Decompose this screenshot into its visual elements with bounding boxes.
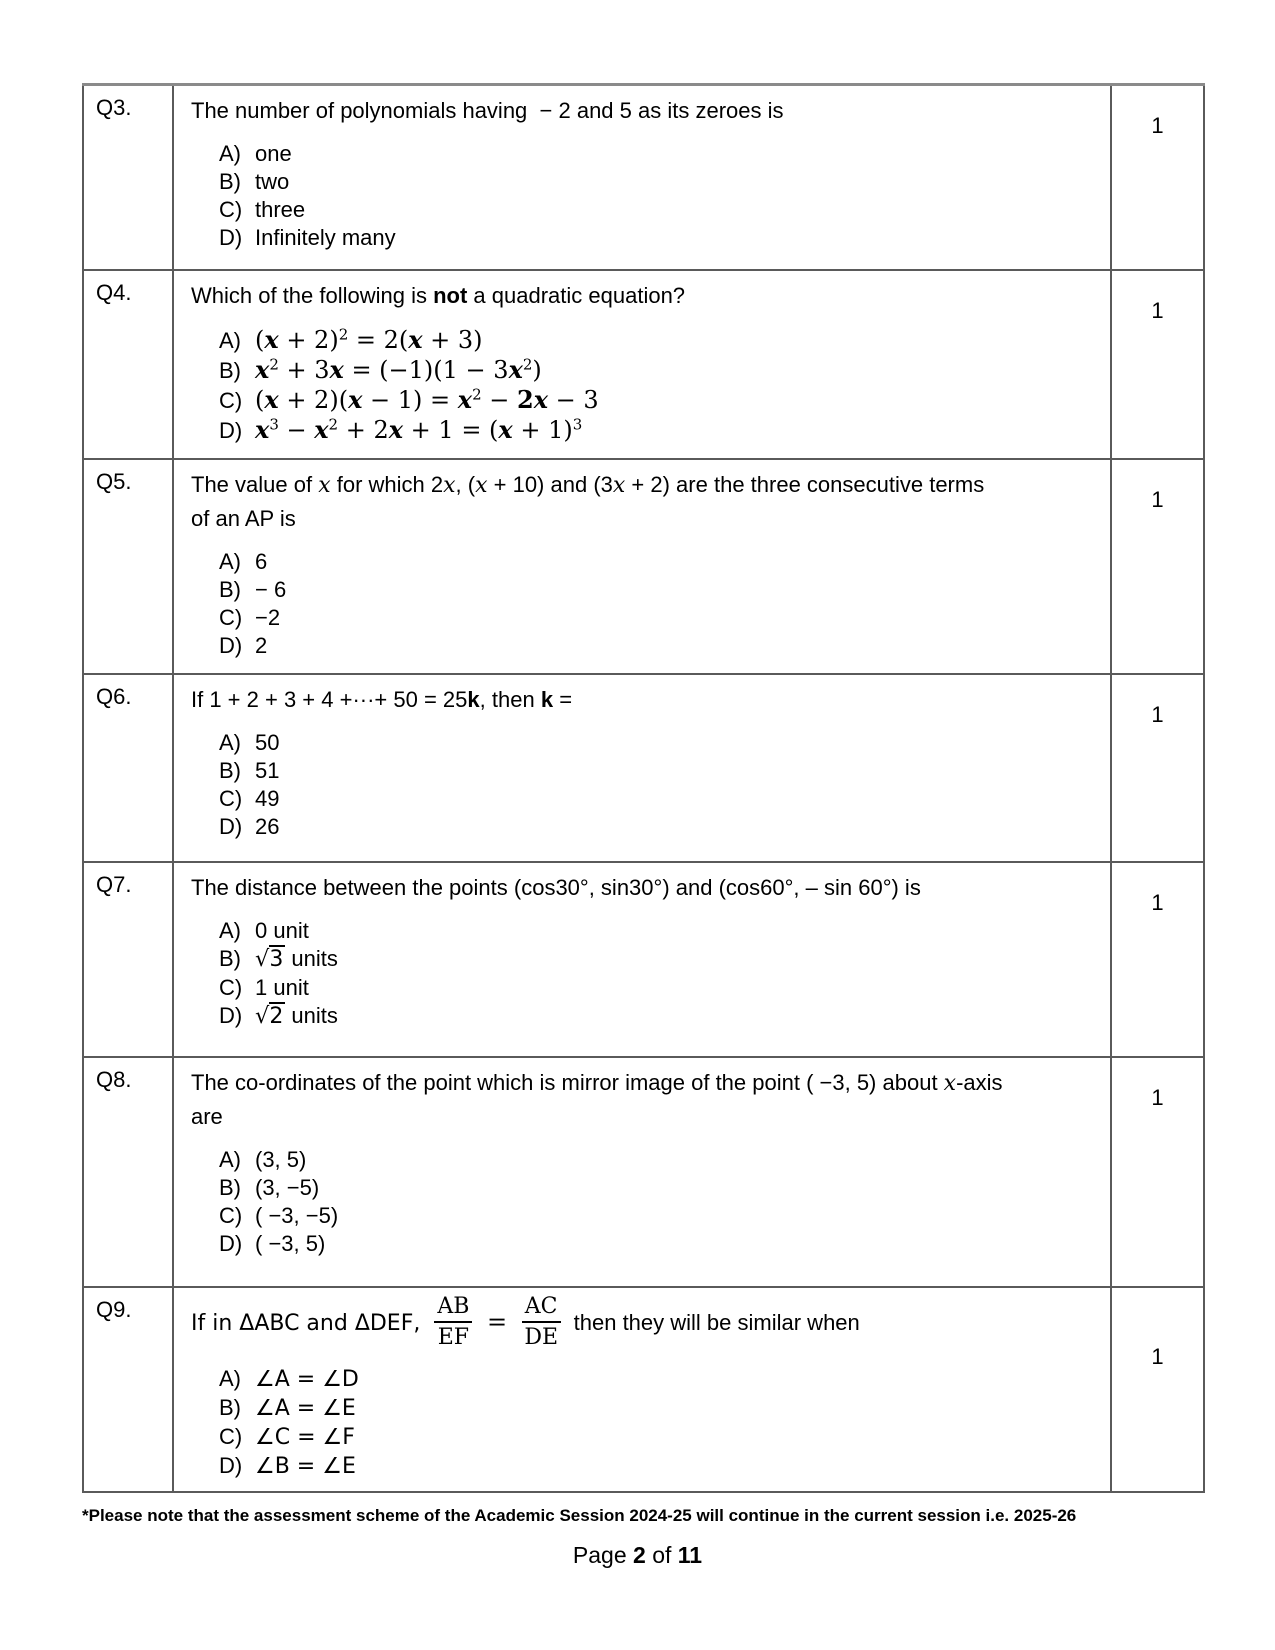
question-number: Q8. — [83, 1057, 173, 1287]
option-text: 6 — [255, 548, 268, 574]
option-label: B) — [219, 945, 241, 971]
option-b — [191, 945, 1094, 974]
option-text: √3 units — [255, 945, 338, 972]
option-text: 50 — [255, 729, 280, 755]
question-row-q5 — [83, 459, 1204, 674]
option-text: 2 — [255, 632, 268, 658]
option-a — [191, 1365, 1094, 1394]
option-label: D) — [219, 1002, 243, 1028]
option-label: C) — [219, 1202, 243, 1228]
option-label: A) — [219, 729, 241, 755]
options-list — [191, 325, 1094, 445]
option-text: ∠A = ∠E — [255, 1395, 356, 1421]
question-text: The value of x for which 2x, (x + 10) and (3x + 2) are the three consecutive terms of an AP is — [191, 471, 985, 531]
question-text: If in ΔABC and ΔDEF, $\frac{AB}{EF}$ = $\frac{AC}{DE}$ then they will be similar when — [191, 1293, 860, 1350]
option-text: three — [255, 197, 306, 222]
option-text: Infinitely many — [255, 225, 396, 250]
option-text: $(x + 2)(x - 1) = x^2 - 2x - 3$ — [255, 384, 599, 414]
option-a — [191, 548, 1094, 576]
options-list — [191, 1146, 1094, 1258]
option-label: A) — [219, 917, 241, 943]
assessment-footnote: *Please note that the assessment scheme of the Academic Session 2024-25 will continue in the current session i.e. 2025-26 — [82, 1506, 1077, 1525]
option-c — [191, 974, 1094, 1002]
option-text: 49 — [255, 785, 280, 811]
options-list — [191, 917, 1094, 1031]
question-text: Which of the following is not a quadratic equation? — [191, 282, 686, 308]
option-c — [191, 785, 1094, 813]
question-table — [82, 83, 1205, 1493]
option-label: B) — [219, 357, 241, 383]
option-b — [191, 355, 1094, 385]
option-text: ( −3, −5) — [255, 1202, 339, 1228]
page-label: Page — [572, 1542, 627, 1568]
option-d — [191, 1002, 1094, 1031]
fraction: $\frac{AC}{DE}$ — [522, 1294, 561, 1350]
question-marks: 1 — [1111, 1287, 1204, 1492]
option-text: ( −3, 5) — [255, 1230, 326, 1256]
fraction: $\frac{AB}{EF}$ — [434, 1294, 472, 1350]
option-c — [191, 604, 1094, 632]
question-text: The co-ordinates of the point which is mirror image of the point ( −3, 5) about x-axis are — [191, 1069, 1003, 1129]
option-text: $x^2 + 3x = (-1)(1 - 3x^2)$ — [255, 354, 542, 384]
page-number: 2 — [633, 1542, 646, 1568]
of-label: of — [652, 1542, 672, 1568]
option-label: B) — [219, 1394, 241, 1420]
question-marks: 1 — [1111, 270, 1204, 459]
option-label: C) — [219, 197, 243, 222]
option-d — [191, 632, 1094, 660]
option-label: B) — [219, 169, 241, 194]
option-c — [191, 385, 1094, 415]
option-d — [191, 415, 1094, 445]
question-number: Q6. — [83, 674, 173, 862]
option-text: two — [255, 169, 290, 194]
question-text: The distance between the points (cos30°, sin30°) and (cos60°, – sin 60°) is — [191, 874, 921, 900]
option-text: 26 — [255, 813, 280, 839]
question-text: If 1 + 2 + 3 + 4 +···+ 50 = 25k, then k = — [191, 686, 573, 712]
question-row-q9 — [83, 1287, 1204, 1492]
question-row-q7 — [83, 862, 1204, 1057]
option-text: −2 — [255, 604, 281, 630]
question-text: The number of polynomials having − 2 and 5 as its zeroes is — [191, 98, 784, 123]
option-text: ∠C = ∠F — [255, 1424, 355, 1450]
question-row-q8 — [83, 1057, 1204, 1287]
option-label: A) — [219, 548, 241, 574]
question-marks: 1 — [1111, 85, 1204, 270]
option-b — [191, 168, 1094, 196]
option-label: D) — [219, 225, 243, 250]
option-c — [191, 196, 1094, 224]
option-label: A) — [219, 1146, 241, 1172]
option-label: A) — [219, 327, 241, 353]
option-label: C) — [219, 387, 243, 413]
option-label: D) — [219, 813, 243, 839]
option-a — [191, 729, 1094, 757]
option-b — [191, 1174, 1094, 1202]
option-text: ∠A = ∠D — [255, 1366, 359, 1392]
option-text: ∠B = ∠E — [255, 1453, 356, 1479]
option-b — [191, 576, 1094, 604]
option-c — [191, 1202, 1094, 1230]
option-label: D) — [219, 1230, 243, 1256]
question-marks: 1 — [1111, 862, 1204, 1057]
option-label: A) — [219, 141, 241, 166]
option-label: C) — [219, 785, 243, 811]
options-list — [191, 1365, 1094, 1481]
option-d — [191, 813, 1094, 841]
option-text: (3, −5) — [255, 1174, 320, 1200]
question-number: Q3. — [83, 85, 173, 270]
option-d — [191, 1230, 1094, 1258]
option-label: B) — [219, 576, 241, 602]
question-row-q3 — [83, 85, 1204, 270]
options-list — [191, 729, 1094, 841]
option-label: B) — [219, 757, 241, 783]
option-text: √2 units — [255, 1002, 338, 1029]
question-row-q4 — [83, 270, 1204, 459]
option-label: D) — [219, 1452, 243, 1478]
question-number: Q4. — [83, 270, 173, 459]
option-a — [191, 917, 1094, 945]
option-label: A) — [219, 1365, 241, 1391]
question-number: Q5. — [83, 459, 173, 674]
option-b — [191, 1394, 1094, 1423]
question-row-q6 — [83, 674, 1204, 862]
option-text: one — [255, 141, 292, 166]
options-list — [191, 140, 1094, 252]
option-label: C) — [219, 604, 243, 630]
option-text: − 6 — [255, 576, 287, 602]
option-label: D) — [219, 632, 243, 658]
square-root: √2 — [255, 1002, 284, 1029]
question-number: Q7. — [83, 862, 173, 1057]
question-marks: 1 — [1111, 459, 1204, 674]
option-d — [191, 1452, 1094, 1481]
option-text: $(x + 2)^2 = 2(x + 3)$ — [255, 324, 483, 354]
option-d — [191, 224, 1094, 252]
option-c — [191, 1423, 1094, 1452]
option-label: C) — [219, 1423, 243, 1449]
option-text: 0 unit — [255, 917, 309, 943]
option-text: 1 unit — [255, 974, 309, 1000]
option-text: 51 — [255, 757, 280, 783]
total-pages: 11 — [677, 1542, 703, 1568]
option-b — [191, 757, 1094, 785]
options-list — [191, 548, 1094, 660]
question-number: Q9. — [83, 1287, 173, 1492]
page-footer — [0, 1541, 1275, 1569]
option-a — [191, 325, 1094, 355]
question-marks: 1 — [1111, 1057, 1204, 1287]
option-label: C) — [219, 974, 243, 1000]
option-text: $x^3 - x^2 + 2x + 1 = (x + 1)^3$ — [255, 414, 583, 444]
question-marks: 1 — [1111, 674, 1204, 862]
option-label: D) — [219, 417, 243, 443]
option-text: (3, 5) — [255, 1146, 307, 1172]
option-a — [191, 140, 1094, 168]
option-label: B) — [219, 1174, 241, 1200]
square-root: √3 — [255, 945, 284, 972]
option-a — [191, 1146, 1094, 1174]
